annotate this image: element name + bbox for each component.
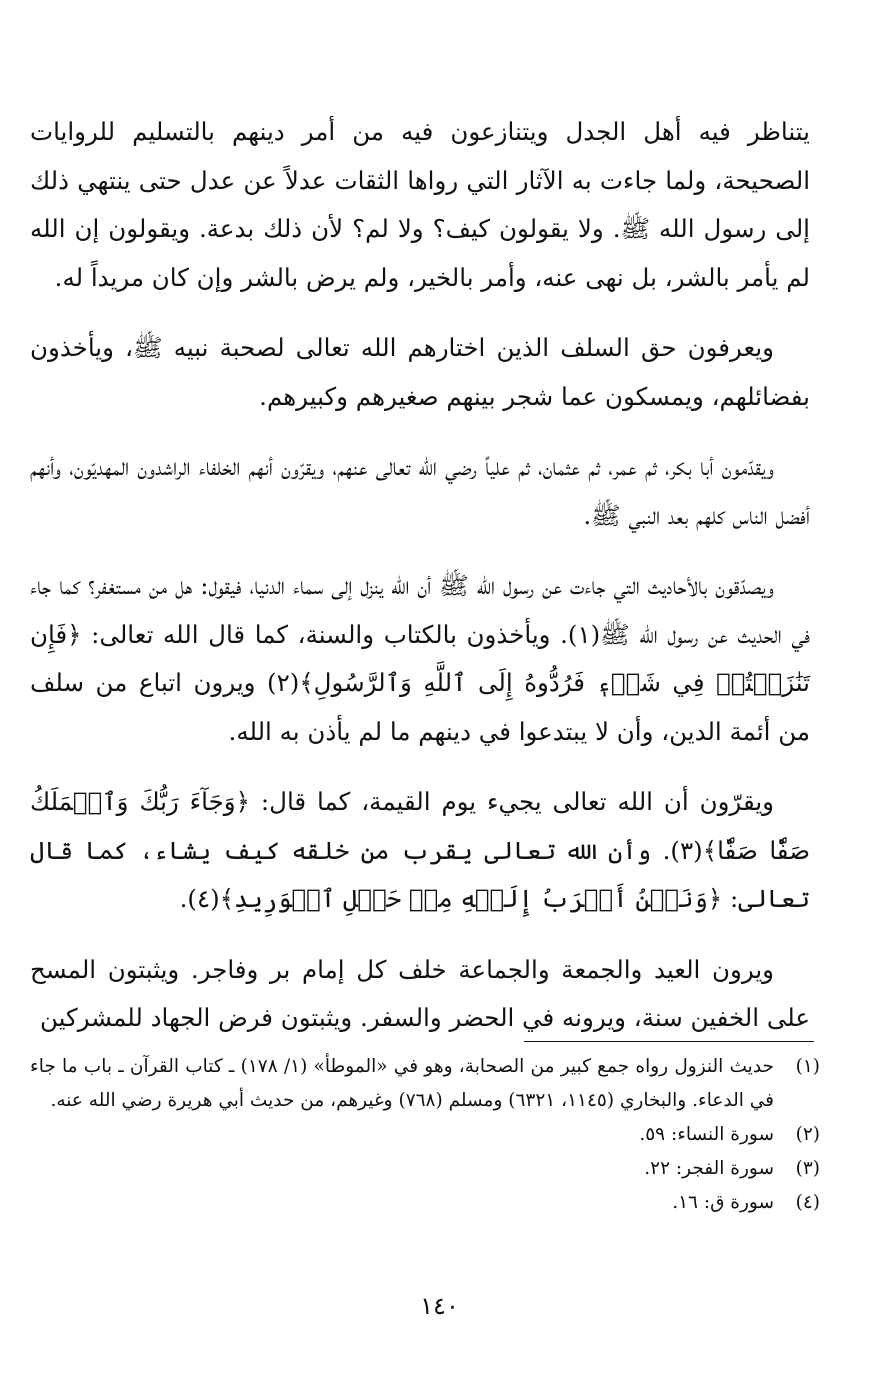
paragraph-6: ويرون العيد والجمعة والجماعة خلف كل إمام بر وفاجر. ويثبتون المسح على الخفين سنة، ويرونه في الحضر والسفر. ويثبتون فرض الجهاد للمشركين	[30, 954, 810, 1032]
footnote-1	[30, 1050, 820, 1118]
paragraph-4: ويصدّقون بالأحاديث التي جاءت عن رسول الله ﷺ أن الله ينزل إلى سماء الدنيا، فيقول: هل من مستغفر؟ كما جاء في الحديث عن رسول الله ﷺ(١). ويأخذون بالكتاب والسنة، كما قال الله تعالى: ﴿فَإِن تَنَٰزَعۡتُمۡ فِي شَيۡءٖ فَرُدُّوهُ إِلَى ٱللَّهِ وَٱلرَّسُولِ﴾(٢) ويرون اتباع من سلف من أئمة الدين، وأن لا يبتدعوا في دينهم ما لم يأذن به الله.	[30, 571, 811, 746]
footnote-4	[30, 1186, 820, 1220]
footnote-number: (٣)	[795, 1158, 820, 1179]
footnote-text: سورة ق: ١٦.	[672, 1192, 774, 1213]
paragraph-5: ويقرّون أن الله تعالى يجيء يوم القيمة، كما قال: ﴿وَجَآءَ رَبُّكَ وَٱلۡمَلَكُ صَفّٗا صَفّٗا﴾(٣). وأن الله تعالى يقرب من خلقه كيف يشاء، كما قال تعالى: ﴿وَنَحۡنُ أَقۡرَبُ إِلَيۡهِ مِنۡ حَبۡلِ ٱلۡوَرِيدِ﴾(٤).	[30, 787, 810, 913]
paragraph-1: يتناظر فيه أهل الجدل ويتنازعون فيه من أمر دينهم بالتسليم للروايات الصحيحة، ولما جاءت به الآثار التي رواها الثقات عدلاً عن عدل حتى ينتهي ذلك إلى رسول الله ﷺ. ولا يقولون كيف؟ ولا لم؟ لأن ذلك بدعة. ويقولون إن الله لم يأمر بالشر، بل نهى عنه، وأمر بالخير، ولم يرض بالشر وإن كان مريداً له.	[30, 117, 810, 292]
footnote-divider	[524, 1041, 814, 1042]
footnote-text: سورة الفجر: ٢٢.	[644, 1158, 774, 1179]
footnote-text: سورة النساء: ٥٩.	[639, 1124, 774, 1145]
footnote-number: (١)	[795, 1056, 820, 1077]
page-number: ١٤٠	[420, 1292, 459, 1320]
footnote-2	[30, 1118, 820, 1152]
footnote-number: (٤)	[795, 1192, 820, 1213]
footnote-number: (٢)	[795, 1124, 820, 1145]
paragraph-3: ويقدّمون أبا بكر، ثم عمر، ثم عثمان، ثم علياً رضي الله تعالى عنهم، ويقرّون أنهم الخلفاء الراشدون المهديّون، وأنهم أفضل الناس كلهم بعد النبي ﷺ.	[30, 452, 810, 530]
footnote-3	[30, 1152, 820, 1186]
paragraph-2: ويعرفون حق السلف الذين اختارهم الله تعالى لصحبة نبيه ﷺ، ويأخذون بفضائلهم، ويمسكون عما شجر بينهم صغيرهم وكبيرهم.	[30, 333, 810, 411]
main-text	[30, 108, 810, 1043]
footnote-text: حديث النزول رواه جمع كبير من الصحابة، وهو في «الموطأ» (١/ ١٧٨) ـ كتاب القرآن ـ باب ما جاء في الدعاء. والبخاري (١١٤٥، ٦٣٢١) ومسلم (٧٦٨) وغيرهم، من حديث أبي هريرة رضي الله عنه.	[30, 1056, 774, 1111]
footnotes	[30, 1050, 820, 1220]
